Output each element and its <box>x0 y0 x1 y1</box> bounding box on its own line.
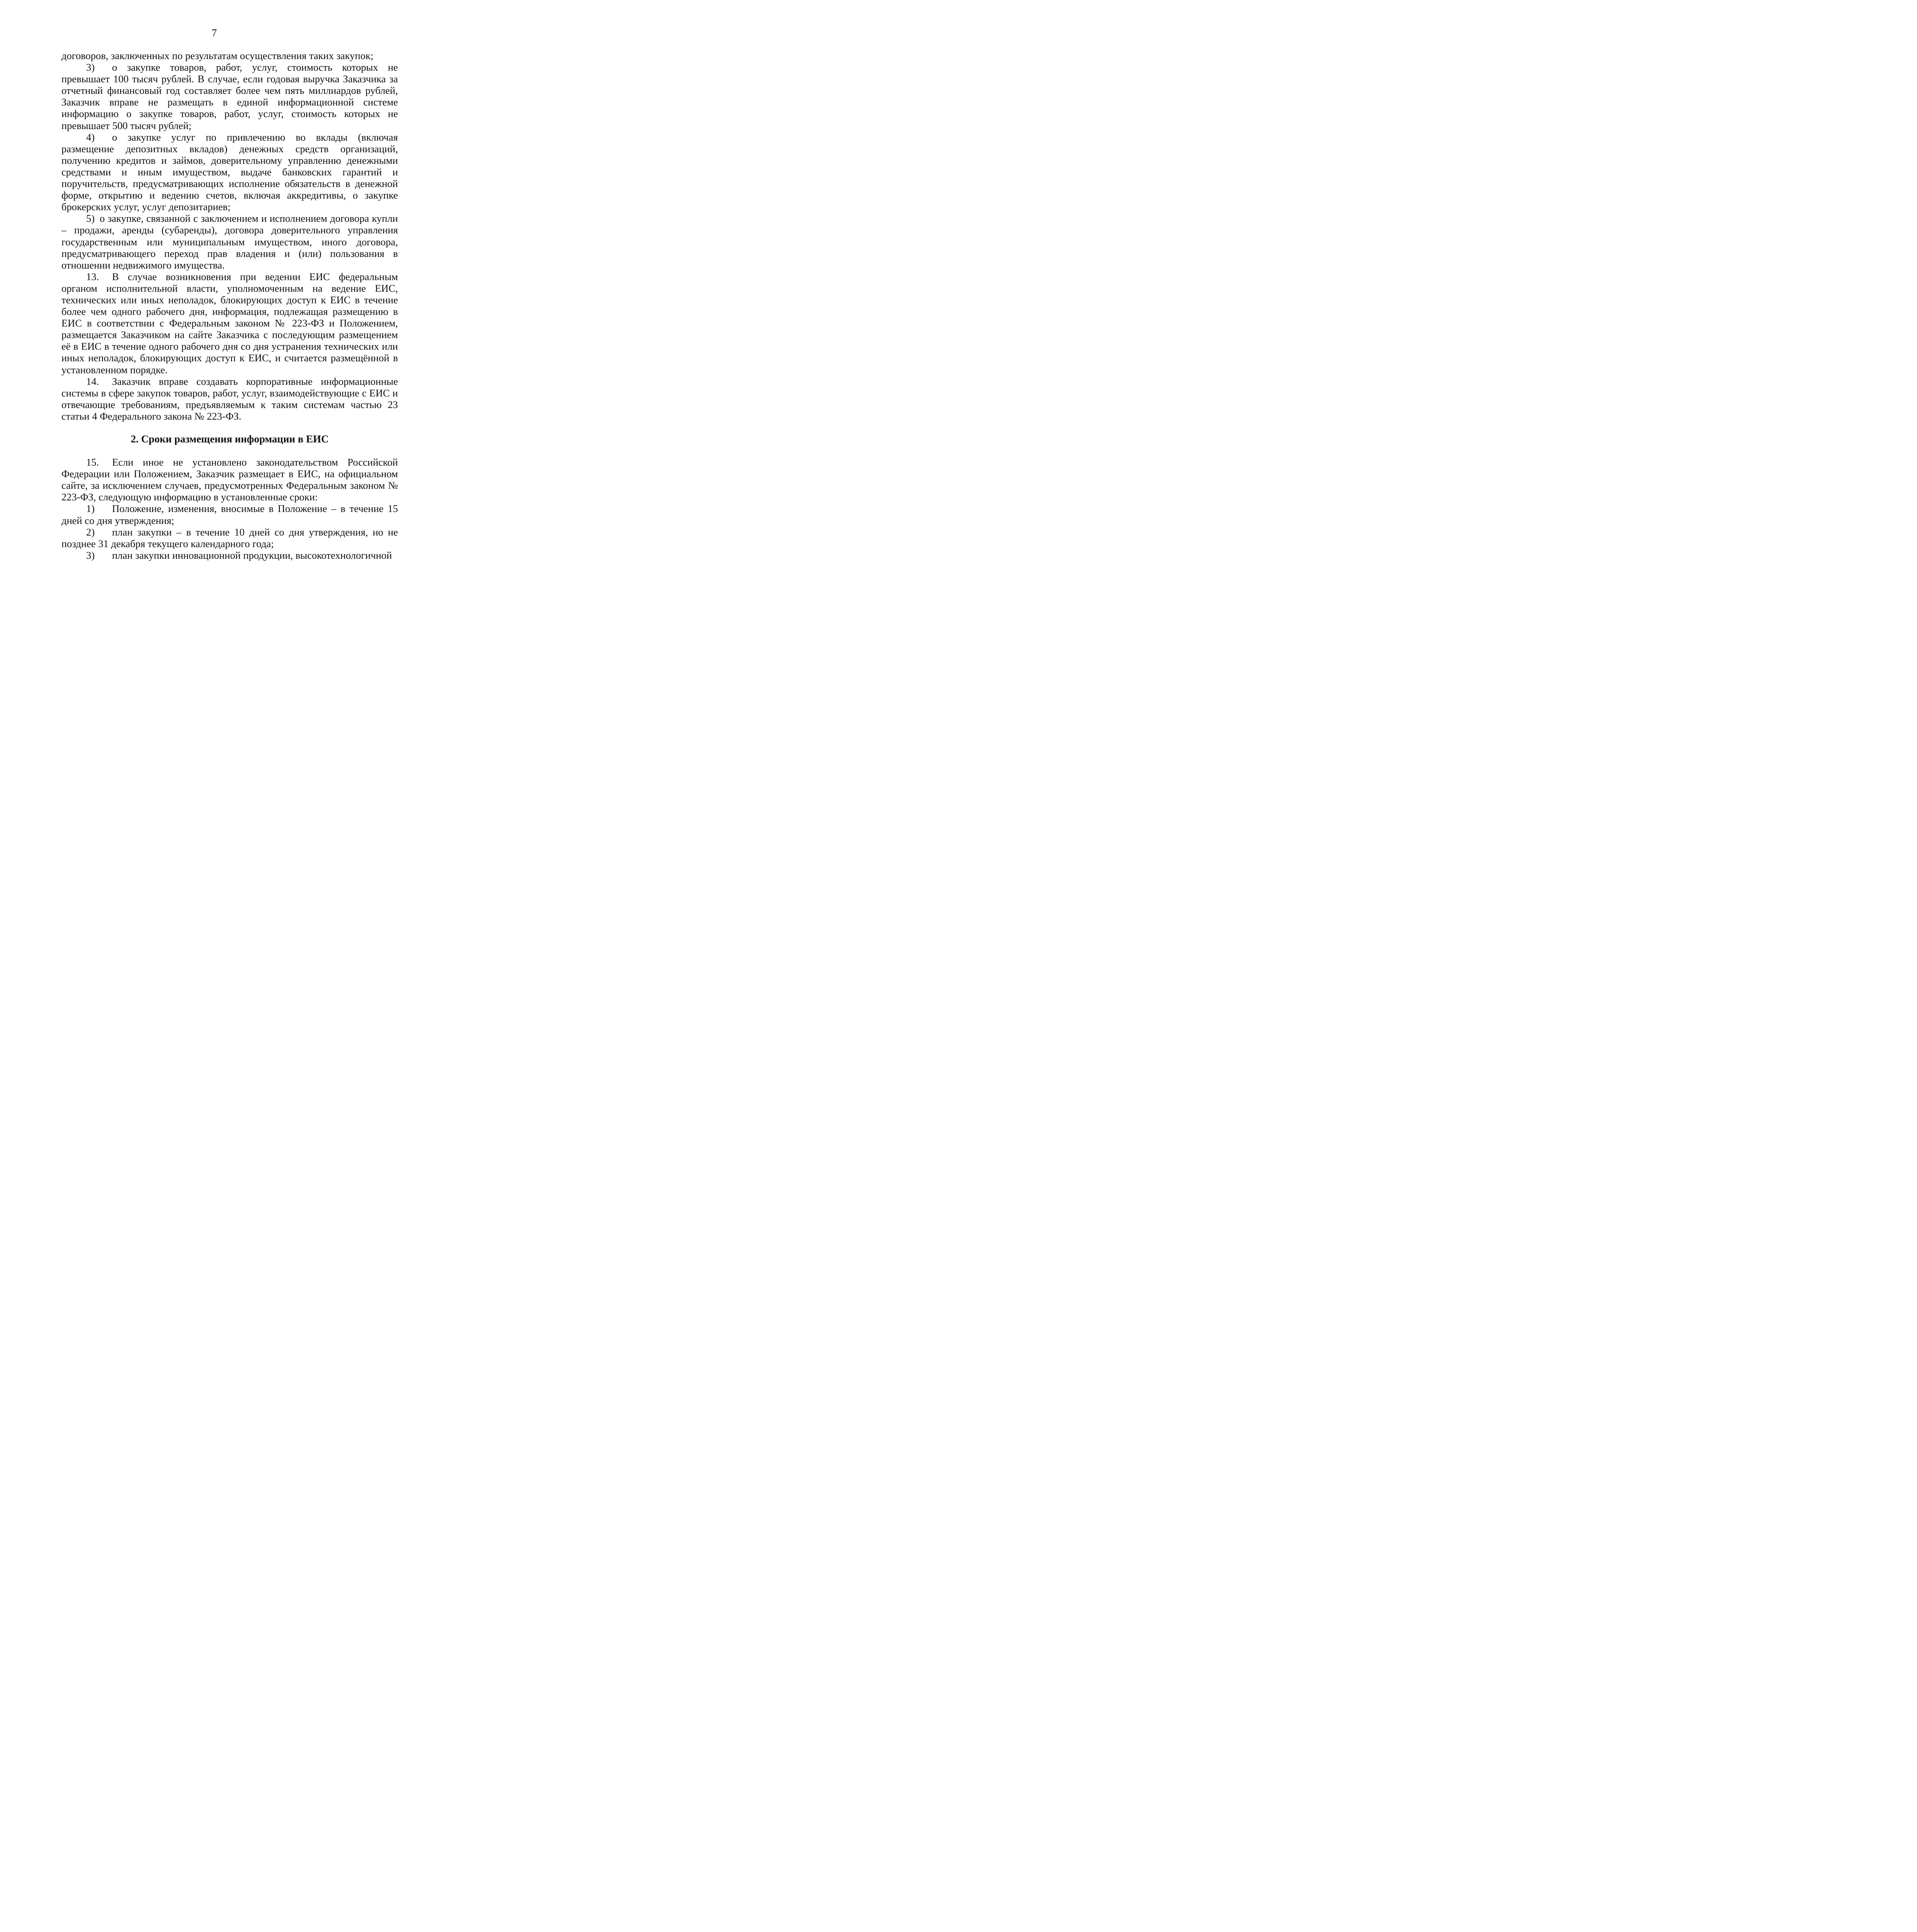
page-number: 7 <box>211 27 217 39</box>
clause-13 <box>61 271 398 376</box>
list-item-2 <box>61 526 398 549</box>
list-item-number: 5) <box>86 213 95 224</box>
list-item-text: о закупке, связанной с заключением и исполнением договора купли – продажи, аренды (субаренды), договора доверительного управления государственным или муниципальным имуществом, иного договора, предусматривающего переход прав владения и (или) пользования в отношении недвижимого имущества. <box>61 213 398 271</box>
list-item-number: 3) <box>86 549 95 561</box>
list-item-number: 2) <box>86 526 95 538</box>
list-item-1 <box>61 503 398 526</box>
list-item-5 <box>61 213 398 270</box>
clause-number: 14. <box>86 375 99 387</box>
section-heading: 2. Сроки размещения информации в ЕИС <box>131 433 329 445</box>
continuation-paragraph: договоров, заключенных по результатам осуществления таких закупок; <box>61 50 374 61</box>
clause-text: В случае возникновения при ведении ЕИС федеральным органом исполнительной власти, уполномоченным на ведение ЕИС, технических или иных неполадок, блокирующих доступ к ЕИС в течение более чем одного рабочего дня, информация, подлежащая размещению в ЕИС в соответствии с Федеральным законом № 223-ФЗ и Положением, размещается Заказчиком на сайте Заказчика с последующим размещением её в ЕИС в течение одного рабочего дня со дня устранения технических или иных неполадок, блокирующих доступ к ЕИС, и считается размещённой в установленном порядке. <box>61 270 398 376</box>
list-item-number: 3) <box>86 61 95 73</box>
list-item-number: 4) <box>86 131 95 143</box>
clause-number: 13. <box>86 270 99 282</box>
list-item-text: план закупки инновационной продукции, высокотехнологичной <box>112 549 392 561</box>
clause-number: 15. <box>86 456 99 468</box>
list-item-number: 1) <box>86 503 95 515</box>
clause-15 <box>61 456 398 503</box>
clause-text: Заказчик вправе создавать корпоративные информационные системы в сфере закупок товаров, работ, услуг, взаимодействующие с ЕИС и отвечающие требованиям, предъявляемым к таким системам частью 23 статьи 4 Федерального закона № 223-ФЗ. <box>61 375 398 422</box>
document-body <box>61 50 398 561</box>
list-item-3 <box>61 61 398 131</box>
clause-text: Если иное не установлено законодательством Российской Федерации или Положением, Заказчик размещает в ЕИС, на официальном сайте, за исключением случаев, предусмотренных Федеральным законом № 223-ФЗ, следующую информацию в установленные сроки: <box>61 456 398 503</box>
list-item-text: план закупки – в течение 10 дней со дня утверждения, но не позднее 31 декабря текущего календарного года; <box>61 526 398 549</box>
list-item-text: о закупке услуг по привлечению во вклады (включая размещение депозитных вкладов) денежных средств организаций, получению кредитов и займов, доверительному управлению денежными средствами и иным имуществом, выдаче банковских гарантий и поручительств, предусматривающих исполнение обязательств в денежной форме, открытию и ведению счетов, включая аккредитивы, о закупке брокерских услуг, услуг депозитариев; <box>61 131 398 213</box>
list-item-text: Положение, изменения, вносимые в Положение – в течение 15 дней со дня утверждения; <box>61 503 398 526</box>
list-item-3b <box>61 549 398 561</box>
list-item-4 <box>61 131 398 213</box>
clause-14 <box>61 376 398 422</box>
list-item-text: о закупке товаров, работ, услуг, стоимость которых не превышает 100 тысяч рублей. В случае, если годовая выручка Заказчика за отчетный финансовый год составляет более чем пять миллиардов рублей, Заказчик вправе не размещать в единой информационной системе информацию о закупке товаров, работ, услуг, стоимость которых не превышает 500 тысяч рублей; <box>61 61 398 131</box>
